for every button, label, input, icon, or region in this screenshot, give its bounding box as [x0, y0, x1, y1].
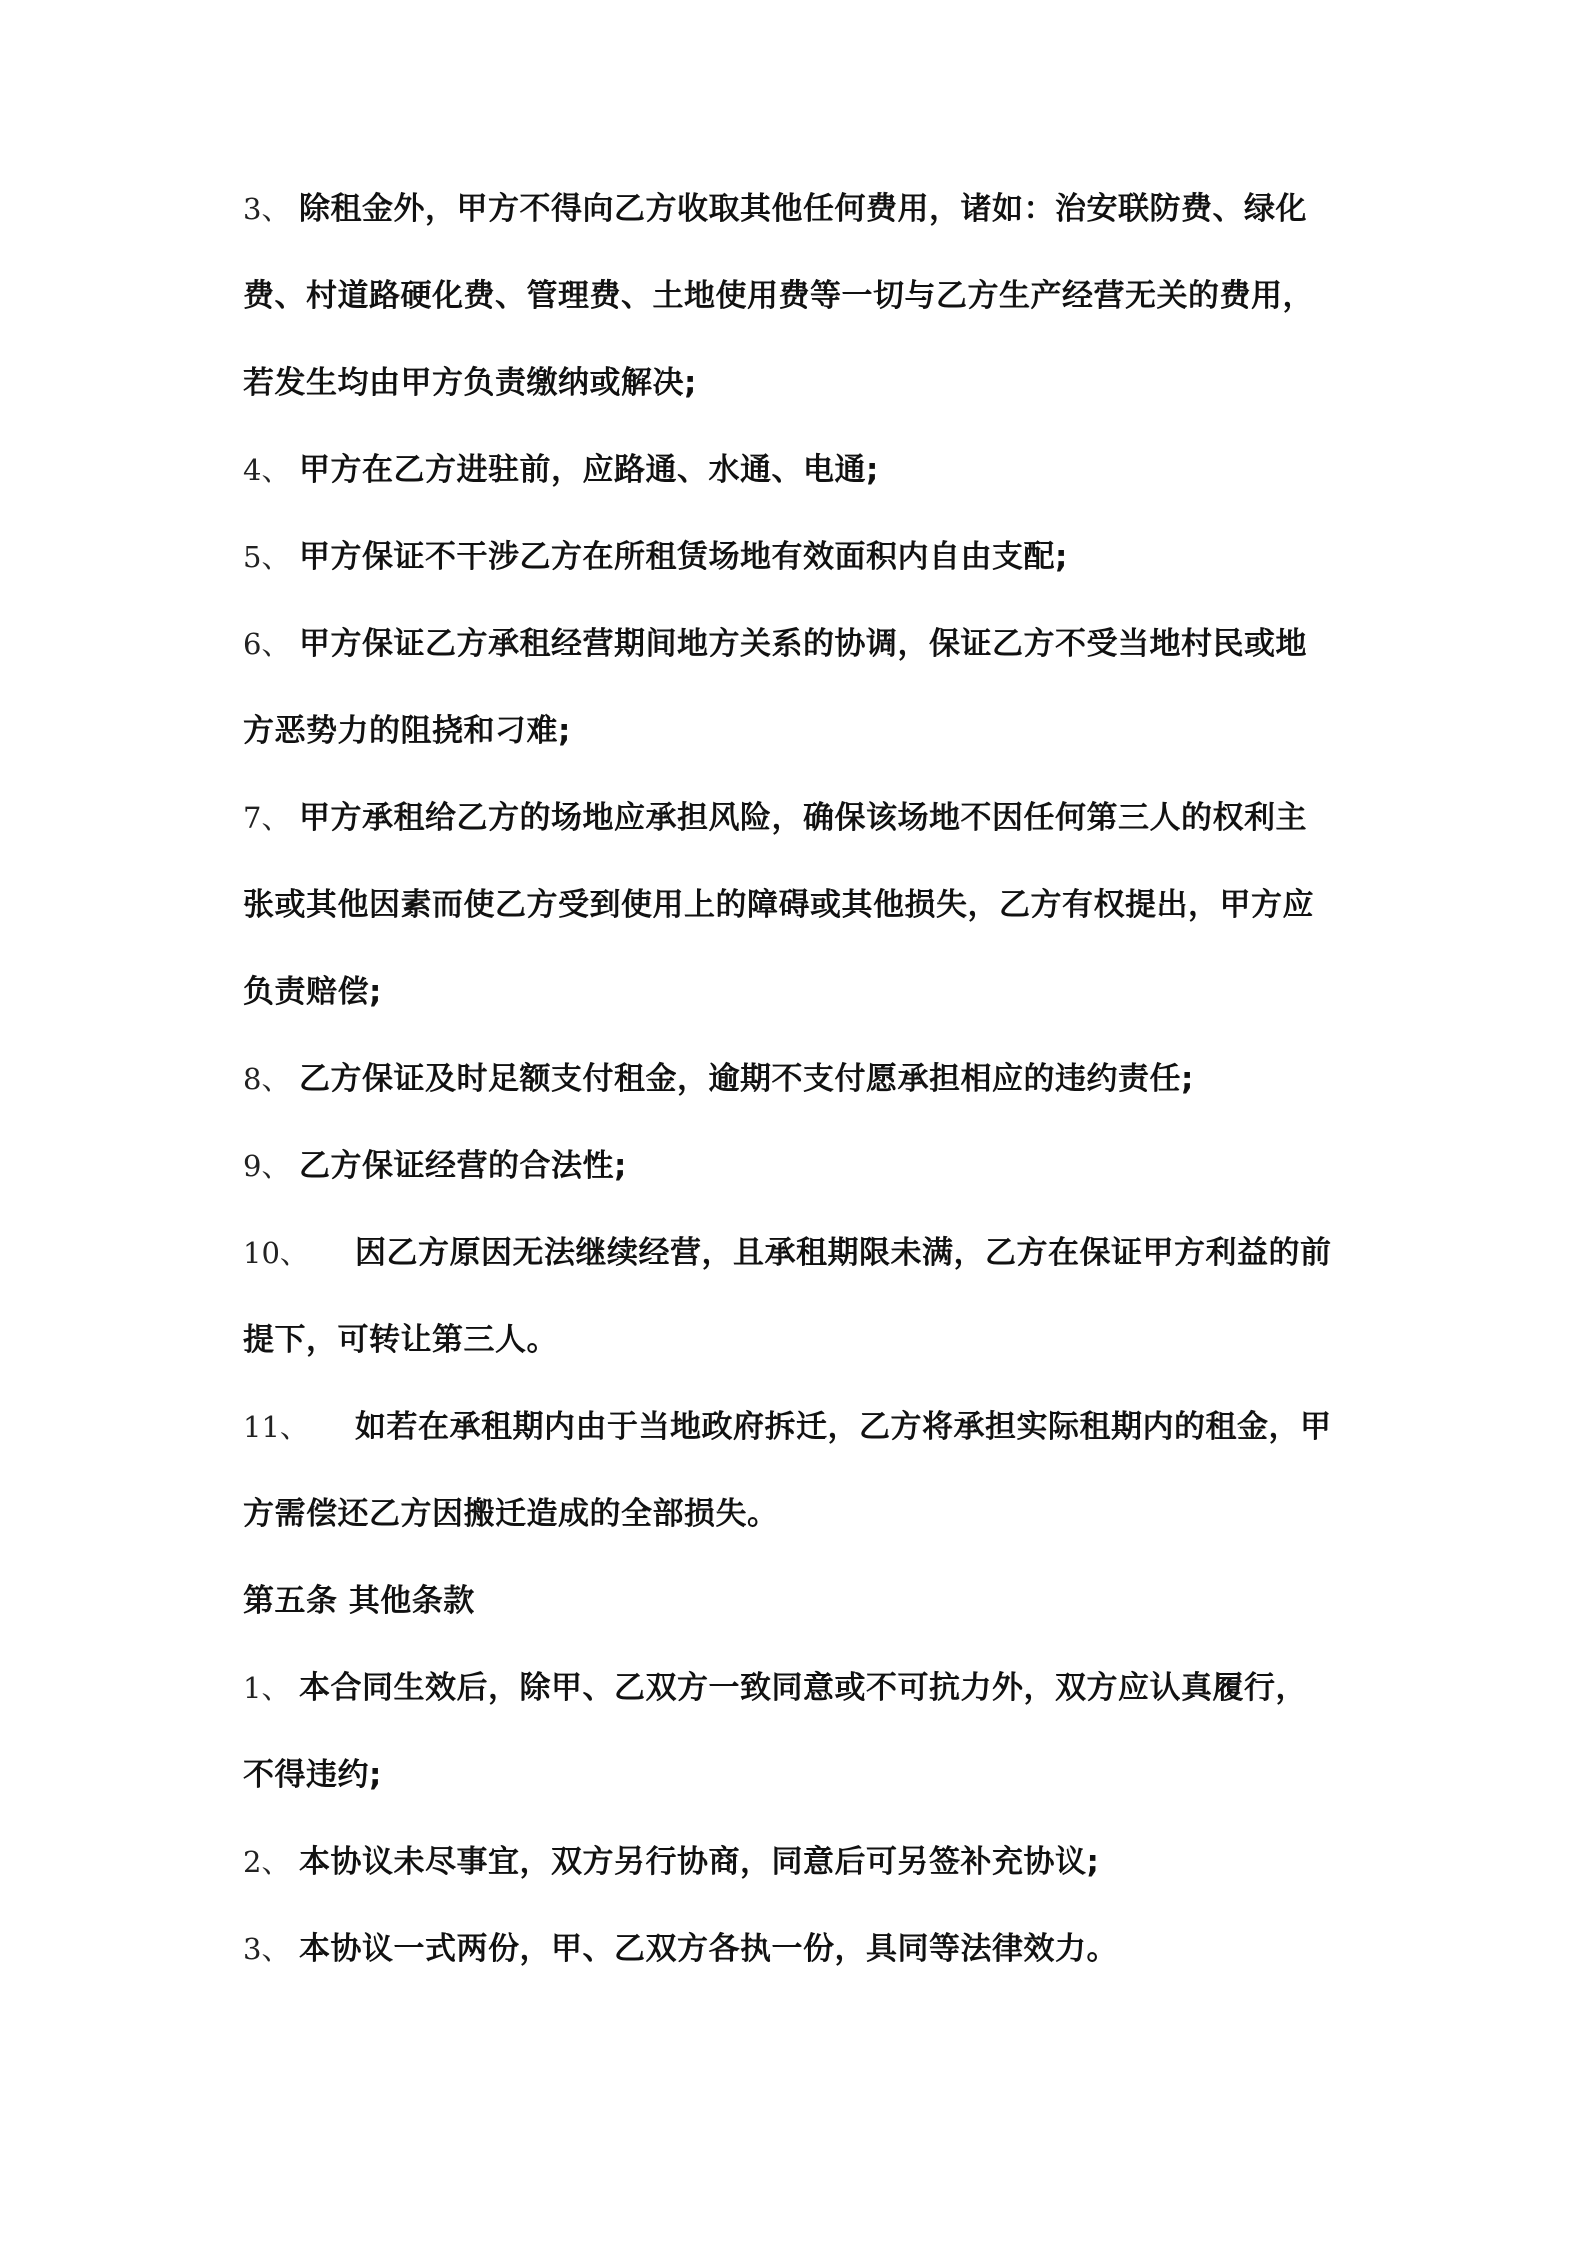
s5-clause-1-line-2: [243, 1755, 1355, 1842]
clause-6-line-2: [243, 711, 1355, 798]
section-heading: 第五条 其他条款: [243, 1583, 475, 1619]
clause-text: 本协议未尽事宜，双方另行协商，同意后可另签补充协议;: [299, 1844, 1100, 1880]
clause-text: 本合同生效后，除甲、乙双方一致同意或不可抗力外，双方应认真履行，: [299, 1670, 1307, 1706]
clause-text: 提下，可转让第三人。: [243, 1322, 558, 1358]
clause-text: 甲方保证不干涉乙方在所租赁场地有效面积内自由支配;: [299, 539, 1068, 575]
s5-clause-3-line-1: [243, 1929, 1355, 2016]
clause-text: 费、村道路硬化费、管理费、土地使用费等一切与乙方生产经营无关的费用，: [243, 278, 1314, 314]
clause-8-line-1: [243, 1059, 1355, 1146]
clause-text: 甲方承租给乙方的场地应承担风险，确保该场地不因任何第三人的权利主: [299, 800, 1307, 836]
clause-number: 11、: [243, 1410, 309, 1444]
clause-7-line-1: [243, 798, 1355, 885]
clause-text: 乙方保证经营的合法性;: [299, 1148, 627, 1184]
clause-text: 方需偿还乙方因搬迁造成的全部损失。: [243, 1496, 779, 1532]
clause-text: 不得违约;: [243, 1757, 382, 1793]
clause-number: 8、: [243, 1062, 291, 1096]
clause-11-line-2: [243, 1494, 1355, 1581]
clause-7-line-2: [243, 885, 1355, 972]
clause-number: 5、: [243, 540, 291, 574]
clause-3-line-3: [243, 363, 1355, 450]
clause-number: 3、: [243, 192, 291, 226]
clause-text: 甲方在乙方进驻前，应路通、水通、电通;: [299, 452, 879, 488]
s5-clause-1-line-1: [243, 1668, 1355, 1755]
clause-5-line-1: [243, 537, 1355, 624]
clause-10-line-1: [243, 1233, 1355, 1320]
s5-clause-2-line-1: [243, 1842, 1355, 1929]
clause-6-line-1: [243, 624, 1355, 711]
clause-text: 因乙方原因无法继续经营，且承租期限未满，乙方在保证甲方利益的前: [355, 1235, 1332, 1271]
clause-number: 4、: [243, 453, 291, 487]
clause-text: 如若在承租期内由于当地政府拆迁，乙方将承担实际租期内的租金，甲: [355, 1409, 1332, 1445]
document-body: [243, 189, 1355, 2016]
clause-text: 若发生均由甲方负责缴纳或解决;: [243, 365, 697, 401]
clause-4-line-1: [243, 450, 1355, 537]
clause-9-line-1: [243, 1146, 1355, 1233]
clause-number: 3、: [243, 1932, 291, 1966]
clause-7-line-3: [243, 972, 1355, 1059]
section-5-heading-row: [243, 1581, 1355, 1668]
clause-3-line-2: [243, 276, 1355, 363]
clause-text: 张或其他因素而使乙方受到使用上的障碍或其他损失，乙方有权提出，甲方应: [243, 887, 1314, 923]
clause-number: 2、: [243, 1845, 291, 1879]
clause-3-line-1: [243, 189, 1355, 276]
clause-text: 负责赔偿;: [243, 974, 382, 1010]
clause-text: 乙方保证及时足额支付租金，逾期不支付愿承担相应的违约责任;: [299, 1061, 1194, 1097]
clause-11-line-1: [243, 1407, 1355, 1494]
clause-number: 7、: [243, 801, 291, 835]
clause-text: 甲方保证乙方承租经营期间地方关系的协调，保证乙方不受当地村民或地: [299, 626, 1307, 662]
clause-text: 方恶势力的阻挠和刁难;: [243, 713, 571, 749]
clause-number: 10、: [243, 1236, 309, 1270]
clause-text: 本协议一式两份，甲、乙双方各执一份，具同等法律效力。: [299, 1931, 1118, 1967]
clause-text: 除租金外，甲方不得向乙方收取其他任何费用，诸如：治安联防费、绿化: [299, 191, 1307, 227]
clause-number: 1、: [243, 1671, 291, 1705]
clause-number: 9、: [243, 1149, 291, 1183]
clause-10-line-2: [243, 1320, 1355, 1407]
clause-number: 6、: [243, 627, 291, 661]
